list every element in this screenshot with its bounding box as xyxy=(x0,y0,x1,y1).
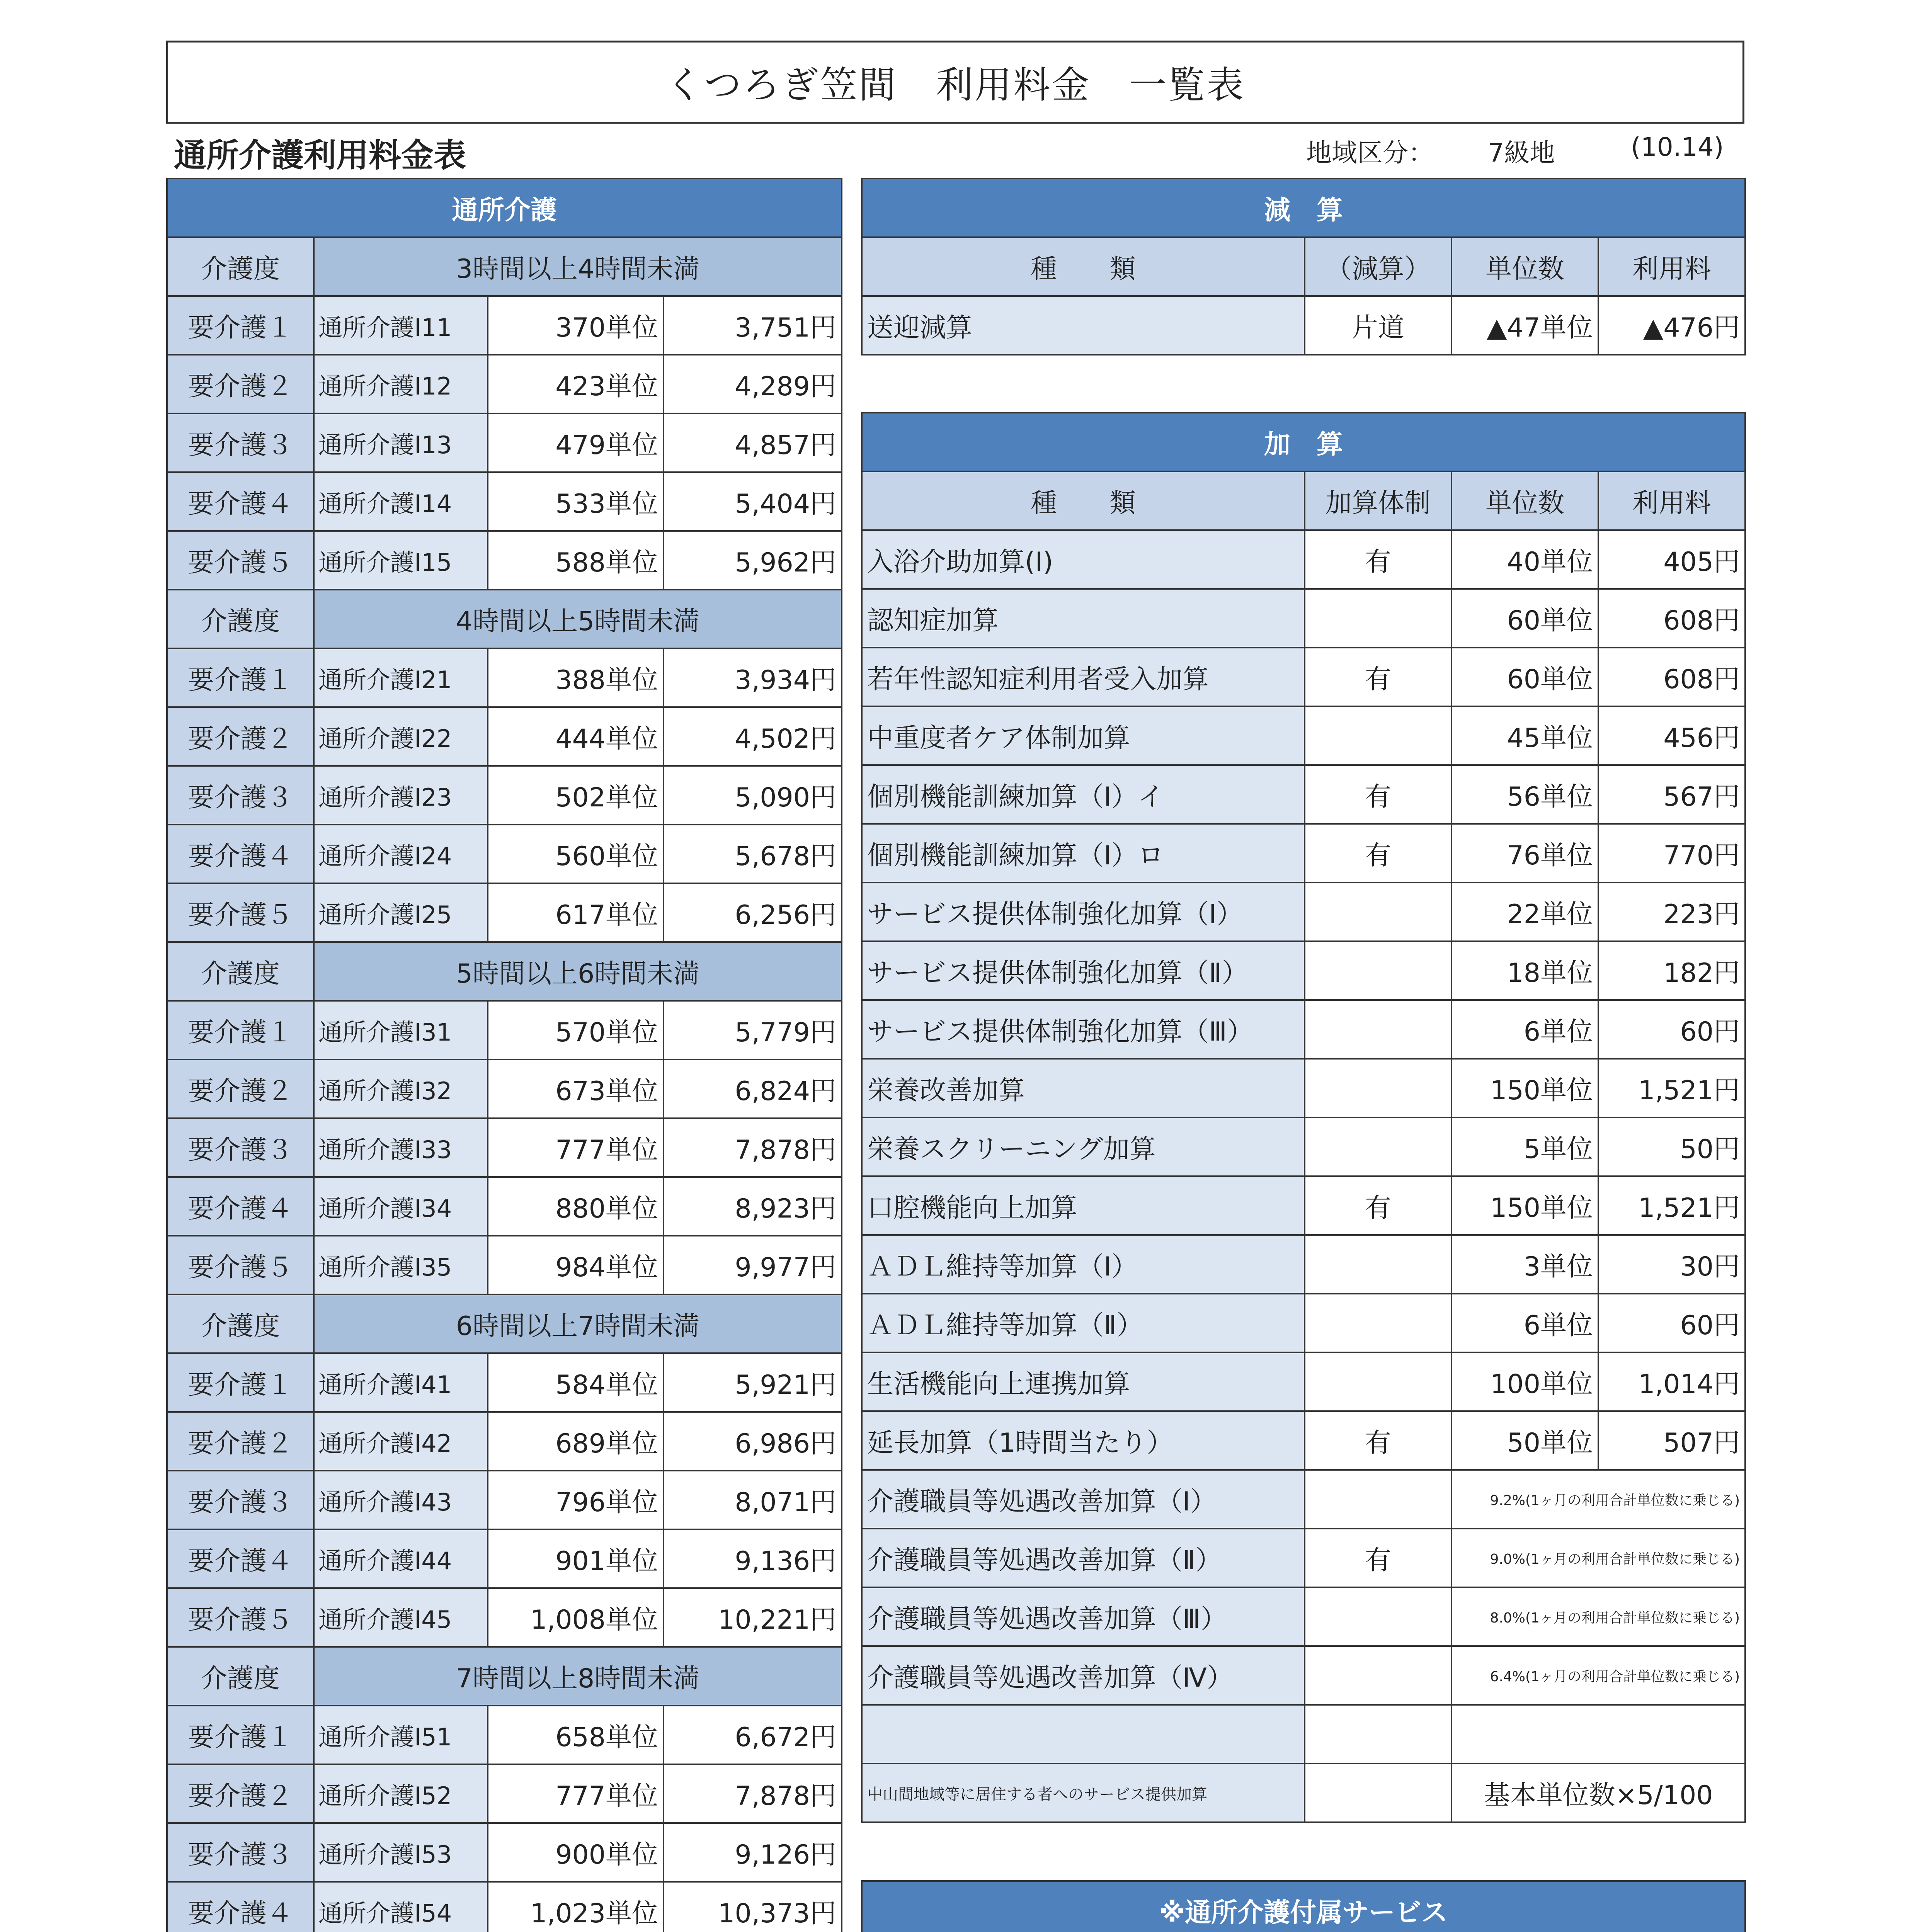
service-code: 通所介護Ⅰ45 xyxy=(314,1588,488,1647)
service-code: 通所介護Ⅰ35 xyxy=(314,1236,488,1294)
unit-count: 370単位 xyxy=(488,296,664,355)
table-row xyxy=(862,1235,1745,1294)
fee-amount: 9,126円 xyxy=(664,1823,842,1882)
table-row xyxy=(167,1118,842,1177)
table-row xyxy=(862,1352,1745,1411)
col-units: 単位数 xyxy=(1451,471,1598,530)
table-row xyxy=(167,1882,842,1932)
addition-name: 入浴介助加算(Ⅰ) xyxy=(862,530,1305,589)
addition-name: 介護職員等処遇改善加算（Ⅲ） xyxy=(862,1587,1305,1646)
time-band-label: 6時間以上7時間未満 xyxy=(314,1294,842,1353)
addition-name: サービス提供体制強化加算（Ⅲ） xyxy=(862,1000,1305,1059)
unit-count: 584単位 xyxy=(488,1353,664,1412)
table-row xyxy=(862,530,1745,589)
service-code: 通所介護Ⅰ34 xyxy=(314,1177,488,1236)
care-level: 要介護１ xyxy=(167,1706,314,1764)
addition-name: 個別機能訓練加算（Ⅰ）ロ xyxy=(862,824,1305,883)
addition-system xyxy=(1305,706,1451,765)
unit-count: 1,023単位 xyxy=(488,1882,664,1932)
fee-amount: 4,502円 xyxy=(664,707,842,766)
fee-amount: 5,678円 xyxy=(664,825,842,883)
addition-system xyxy=(1305,1294,1451,1352)
care-level: 要介護２ xyxy=(167,707,314,766)
service-code: 通所介護Ⅰ21 xyxy=(314,648,488,707)
table-row xyxy=(167,1823,842,1882)
service-code: 通所介護Ⅰ12 xyxy=(314,355,488,413)
care-level: 要介護４ xyxy=(167,1882,314,1932)
extra-service-header: ※通所介護付属サービス xyxy=(862,1881,1745,1932)
addition-name: 栄養スクリーニング加算 xyxy=(862,1117,1305,1176)
deduction-units: ▲47単位 xyxy=(1451,296,1598,355)
care-level: 要介護５ xyxy=(167,1588,314,1647)
addition-system xyxy=(1305,941,1451,1000)
table-row xyxy=(862,589,1745,648)
care-level: 要介護３ xyxy=(167,1823,314,1882)
table-row xyxy=(862,1646,1745,1705)
table-row xyxy=(862,1764,1745,1822)
care-level: 要介護２ xyxy=(167,1764,314,1823)
table-row xyxy=(862,765,1745,824)
unit-count: 560単位 xyxy=(488,825,664,883)
service-code: 通所介護Ⅰ23 xyxy=(314,766,488,825)
fee-amount: 10,221円 xyxy=(664,1588,842,1647)
rate-note: 8.0%(1ヶ月の利用合計単位数に乗じる) xyxy=(1451,1587,1745,1646)
service-code: 通所介護Ⅰ32 xyxy=(314,1060,488,1118)
extra-service-table xyxy=(861,1880,1746,1932)
care-level: 要介護４ xyxy=(167,1529,314,1588)
unit-count: 984単位 xyxy=(488,1236,664,1294)
addition-name: 介護職員等処遇改善加算（Ⅳ） xyxy=(862,1646,1305,1705)
region-grade: 7級地 xyxy=(1488,138,1555,168)
service-code: 通所介護Ⅰ33 xyxy=(314,1118,488,1177)
table-row xyxy=(167,296,842,355)
table-row xyxy=(862,1294,1745,1352)
fee-amount: 6,672円 xyxy=(664,1706,842,1764)
service-code: 通所介護Ⅰ31 xyxy=(314,1001,488,1060)
table-row xyxy=(167,1529,842,1588)
fee-amount: 9,977円 xyxy=(664,1236,842,1294)
table-row xyxy=(862,824,1745,883)
unit-count: 22単位 xyxy=(1451,883,1598,941)
time-band-label: 4時間以上5時間未満 xyxy=(314,590,842,648)
fee-amount: 3,934円 xyxy=(664,648,842,707)
col-fee: 利用料 xyxy=(1598,237,1745,296)
table-row xyxy=(167,1001,842,1060)
table-row xyxy=(167,1353,842,1412)
addition-name: 個別機能訓練加算（Ⅰ）イ xyxy=(862,765,1305,824)
addition-system xyxy=(1305,1587,1451,1646)
table-row xyxy=(167,1412,842,1471)
service-code: 通所介護Ⅰ52 xyxy=(314,1764,488,1823)
unit-count: 5単位 xyxy=(1451,1117,1598,1176)
service-code: 通所介護Ⅰ54 xyxy=(314,1882,488,1932)
table-row xyxy=(167,1588,842,1647)
care-level: 要介護１ xyxy=(167,1353,314,1412)
care-level: 要介護１ xyxy=(167,296,314,355)
addition-system xyxy=(1305,1059,1451,1117)
addition-table xyxy=(861,412,1746,1823)
addition-name: 口腔機能向上加算 xyxy=(862,1176,1305,1235)
unit-count: 658単位 xyxy=(488,1706,664,1764)
care-level: 要介護３ xyxy=(167,1118,314,1177)
table-row xyxy=(167,472,842,531)
table-row xyxy=(167,1177,842,1236)
fee-amount: 182円 xyxy=(1598,941,1745,1000)
table-row xyxy=(862,296,1745,355)
time-band-label: 5時間以上6時間未満 xyxy=(314,942,842,1001)
fee-amount: 5,921円 xyxy=(664,1353,842,1412)
unit-count: 6単位 xyxy=(1451,1294,1598,1352)
addition-name: 介護職員等処遇改善加算（Ⅱ） xyxy=(862,1529,1305,1587)
deduction-type: 片道 xyxy=(1305,296,1451,355)
section-heading: 通所介護利用料金表 xyxy=(174,136,466,174)
service-code: 通所介護Ⅰ25 xyxy=(314,883,488,942)
service-code: 通所介護Ⅰ41 xyxy=(314,1353,488,1412)
fee-amount: 8,923円 xyxy=(664,1177,842,1236)
fee-amount: 5,779円 xyxy=(664,1001,842,1060)
level-label: 介護度 xyxy=(167,590,314,648)
care-level: 要介護５ xyxy=(167,531,314,590)
service-code: 通所介護Ⅰ22 xyxy=(314,707,488,766)
fee-amount: 1,014円 xyxy=(1598,1352,1745,1411)
addition-system: 有 xyxy=(1305,1176,1451,1235)
deduction-table xyxy=(861,178,1746,355)
addition-system xyxy=(1305,1352,1451,1411)
care-level: 要介護５ xyxy=(167,883,314,942)
unit-count: 444単位 xyxy=(488,707,664,766)
service-code: 通所介護Ⅰ13 xyxy=(314,413,488,472)
table-row xyxy=(167,531,842,590)
fee-amount: 30円 xyxy=(1598,1235,1745,1294)
unit-count: 796単位 xyxy=(488,1471,664,1529)
table-row xyxy=(862,1059,1745,1117)
addition-name: 中重度者ケア体制加算 xyxy=(862,706,1305,765)
blank-cell xyxy=(1451,1705,1745,1764)
addition-name: 栄養改善加算 xyxy=(862,1059,1305,1117)
table-row xyxy=(862,1117,1745,1176)
col-system: 加算体制 xyxy=(1305,471,1451,530)
fee-amount: 7,878円 xyxy=(664,1764,842,1823)
col-units: 単位数 xyxy=(1451,237,1598,296)
care-level: 要介護４ xyxy=(167,825,314,883)
time-band-row xyxy=(167,237,842,296)
service-code: 通所介護Ⅰ14 xyxy=(314,472,488,531)
table-row xyxy=(167,413,842,472)
fee-amount: 608円 xyxy=(1598,589,1745,648)
unit-count: 1,008単位 xyxy=(488,1588,664,1647)
blank-cell xyxy=(862,1705,1305,1764)
unit-count: 588単位 xyxy=(488,531,664,590)
unit-count: 150単位 xyxy=(1451,1059,1598,1117)
unit-count: 479単位 xyxy=(488,413,664,472)
table-row xyxy=(862,706,1745,765)
service-code: 通所介護Ⅰ44 xyxy=(314,1529,488,1588)
unit-count: 880単位 xyxy=(488,1177,664,1236)
service-code: 通所介護Ⅰ43 xyxy=(314,1471,488,1529)
time-band-label: 3時間以上4時間未満 xyxy=(314,237,842,296)
unit-count: 150単位 xyxy=(1451,1176,1598,1235)
care-level: 要介護２ xyxy=(167,355,314,413)
addition-system xyxy=(1305,1470,1451,1529)
fee-amount: 4,289円 xyxy=(664,355,842,413)
blank-cell xyxy=(1305,1764,1451,1822)
table-row xyxy=(167,648,842,707)
table-row xyxy=(862,1176,1745,1235)
fee-amount: 507円 xyxy=(1598,1411,1745,1470)
care-level: 要介護２ xyxy=(167,1412,314,1471)
unit-count: 18単位 xyxy=(1451,941,1598,1000)
day-care-header: 通所介護 xyxy=(167,179,842,237)
level-label: 介護度 xyxy=(167,1647,314,1706)
table-row xyxy=(862,1529,1745,1587)
addition-system: 有 xyxy=(1305,530,1451,589)
unit-count: 673単位 xyxy=(488,1060,664,1118)
fee-amount: 9,136円 xyxy=(664,1529,842,1588)
col-type: 種 類 xyxy=(862,471,1305,530)
unit-count: 533単位 xyxy=(488,472,664,531)
table-row xyxy=(862,1470,1745,1529)
addition-name: ＡＤＬ維持等加算（Ⅰ） xyxy=(862,1235,1305,1294)
unit-count: 3単位 xyxy=(1451,1235,1598,1294)
col-type: 種 類 xyxy=(862,237,1305,296)
addition-name: ＡＤＬ維持等加算（Ⅱ） xyxy=(862,1294,1305,1352)
fee-amount: 3,751円 xyxy=(664,296,842,355)
addition-system xyxy=(1305,1646,1451,1705)
care-level: 要介護１ xyxy=(167,1001,314,1060)
care-level: 要介護３ xyxy=(167,1471,314,1529)
unit-count: 40単位 xyxy=(1451,530,1598,589)
table-row xyxy=(167,355,842,413)
unit-count: 502単位 xyxy=(488,766,664,825)
time-band-row xyxy=(167,1647,842,1706)
table-row xyxy=(167,1060,842,1118)
fee-amount: 50円 xyxy=(1598,1117,1745,1176)
service-code: 通所介護Ⅰ15 xyxy=(314,531,488,590)
region-rate: (10.14) xyxy=(1631,132,1724,162)
table-row xyxy=(167,1471,842,1529)
table-row xyxy=(167,1236,842,1294)
unit-count: 423単位 xyxy=(488,355,664,413)
level-label: 介護度 xyxy=(167,1294,314,1353)
time-band-label: 7時間以上8時間未満 xyxy=(314,1647,842,1706)
fee-amount: 5,962円 xyxy=(664,531,842,590)
care-level: 要介護３ xyxy=(167,766,314,825)
addition-system: 有 xyxy=(1305,824,1451,883)
table-row xyxy=(167,1764,842,1823)
fee-amount: 7,878円 xyxy=(664,1118,842,1177)
addition-name: 生活機能向上連携加算 xyxy=(862,1352,1305,1411)
table-row xyxy=(862,1411,1745,1470)
fee-amount: 6,824円 xyxy=(664,1060,842,1118)
addition-system: 有 xyxy=(1305,765,1451,824)
addition-system xyxy=(1305,589,1451,648)
time-band-row xyxy=(167,590,842,648)
time-band-row xyxy=(167,1294,842,1353)
day-care-fee-table xyxy=(166,178,842,1932)
addition-name: 若年性認知症利用者受入加算 xyxy=(862,648,1305,706)
unit-count: 689単位 xyxy=(488,1412,664,1471)
fee-amount: 405円 xyxy=(1598,530,1745,589)
fee-amount: 4,857円 xyxy=(664,413,842,472)
table-row xyxy=(167,883,842,942)
fee-amount: 60円 xyxy=(1598,1000,1745,1059)
level-label: 介護度 xyxy=(167,237,314,296)
addition-header: 加 算 xyxy=(862,413,1745,471)
fee-amount: 608円 xyxy=(1598,648,1745,706)
unit-count: 76単位 xyxy=(1451,824,1598,883)
unit-count: 50単位 xyxy=(1451,1411,1598,1470)
rate-note: 9.0%(1ヶ月の利用合計単位数に乗じる) xyxy=(1451,1529,1745,1587)
addition-name: サービス提供体制強化加算（Ⅱ） xyxy=(862,941,1305,1000)
time-band-row xyxy=(167,942,842,1001)
unit-count: 100単位 xyxy=(1451,1352,1598,1411)
fee-amount: 5,404円 xyxy=(664,472,842,531)
unit-count: 60単位 xyxy=(1451,589,1598,648)
fee-amount: 770円 xyxy=(1598,824,1745,883)
fee-amount: 5,090円 xyxy=(664,766,842,825)
service-code: 通所介護Ⅰ42 xyxy=(314,1412,488,1471)
unit-count: 901単位 xyxy=(488,1529,664,1588)
unit-count: 777単位 xyxy=(488,1118,664,1177)
fee-amount: 567円 xyxy=(1598,765,1745,824)
col-fee: 利用料 xyxy=(1598,471,1745,530)
fee-amount: 8,071円 xyxy=(664,1471,842,1529)
table-row xyxy=(167,1706,842,1764)
region-label: 地域区分： xyxy=(1306,138,1434,168)
deduction-fee: ▲476円 xyxy=(1598,296,1745,355)
addition-formula: 基本単位数×5/100 xyxy=(1451,1764,1745,1822)
unit-count: 388単位 xyxy=(488,648,664,707)
addition-name: 中山間地域等に居住する者へのサービス提供加算 xyxy=(862,1764,1305,1822)
blank-cell xyxy=(1305,1705,1451,1764)
fee-amount: 456円 xyxy=(1598,706,1745,765)
table-row xyxy=(862,1000,1745,1059)
table-row xyxy=(167,766,842,825)
addition-system: 有 xyxy=(1305,1411,1451,1470)
unit-count: 45単位 xyxy=(1451,706,1598,765)
table-row xyxy=(862,883,1745,941)
col-deduction: （減算） xyxy=(1305,237,1451,296)
page-title: くつろぎ笠間 利用料金 一覧表 xyxy=(166,41,1744,124)
fee-amount: 1,521円 xyxy=(1598,1176,1745,1235)
unit-count: 6単位 xyxy=(1451,1000,1598,1059)
addition-name: 認知症加算 xyxy=(862,589,1305,648)
service-code: 通所介護Ⅰ53 xyxy=(314,1823,488,1882)
addition-system xyxy=(1305,1000,1451,1059)
unit-count: 60単位 xyxy=(1451,648,1598,706)
care-level: 要介護２ xyxy=(167,1060,314,1118)
table-row xyxy=(862,1587,1745,1646)
unit-count: 56単位 xyxy=(1451,765,1598,824)
care-level: 要介護１ xyxy=(167,648,314,707)
addition-system xyxy=(1305,1117,1451,1176)
table-row xyxy=(862,1705,1745,1764)
unit-count: 617単位 xyxy=(488,883,664,942)
care-level: 要介護５ xyxy=(167,1236,314,1294)
addition-system: 有 xyxy=(1305,1529,1451,1587)
service-code: 通所介護Ⅰ51 xyxy=(314,1706,488,1764)
care-level: 要介護４ xyxy=(167,1177,314,1236)
unit-count: 777単位 xyxy=(488,1764,664,1823)
fee-amount: 60円 xyxy=(1598,1294,1745,1352)
addition-system: 有 xyxy=(1305,648,1451,706)
rate-note: 6.4%(1ヶ月の利用合計単位数に乗じる) xyxy=(1451,1646,1745,1705)
fee-amount: 223円 xyxy=(1598,883,1745,941)
unit-count: 900単位 xyxy=(488,1823,664,1882)
table-row xyxy=(862,648,1745,706)
service-code: 通所介護Ⅰ11 xyxy=(314,296,488,355)
addition-name: 介護職員等処遇改善加算（Ⅰ） xyxy=(862,1470,1305,1529)
care-level: 要介護３ xyxy=(167,413,314,472)
addition-name: 延長加算（1時間当たり） xyxy=(862,1411,1305,1470)
table-row xyxy=(862,941,1745,1000)
deduction-header: 減 算 xyxy=(862,179,1745,237)
deduction-name: 送迎減算 xyxy=(862,296,1305,355)
addition-system xyxy=(1305,883,1451,941)
level-label: 介護度 xyxy=(167,942,314,1001)
addition-system xyxy=(1305,1235,1451,1294)
fee-amount: 10,373円 xyxy=(664,1882,842,1932)
fee-amount: 6,256円 xyxy=(664,883,842,942)
care-level: 要介護４ xyxy=(167,472,314,531)
fee-amount: 6,986円 xyxy=(664,1412,842,1471)
addition-name: サービス提供体制強化加算（Ⅰ） xyxy=(862,883,1305,941)
unit-count: 570単位 xyxy=(488,1001,664,1060)
table-row xyxy=(167,825,842,883)
service-code: 通所介護Ⅰ24 xyxy=(314,825,488,883)
fee-amount: 1,521円 xyxy=(1598,1059,1745,1117)
rate-note: 9.2%(1ヶ月の利用合計単位数に乗じる) xyxy=(1451,1470,1745,1529)
table-row xyxy=(167,707,842,766)
